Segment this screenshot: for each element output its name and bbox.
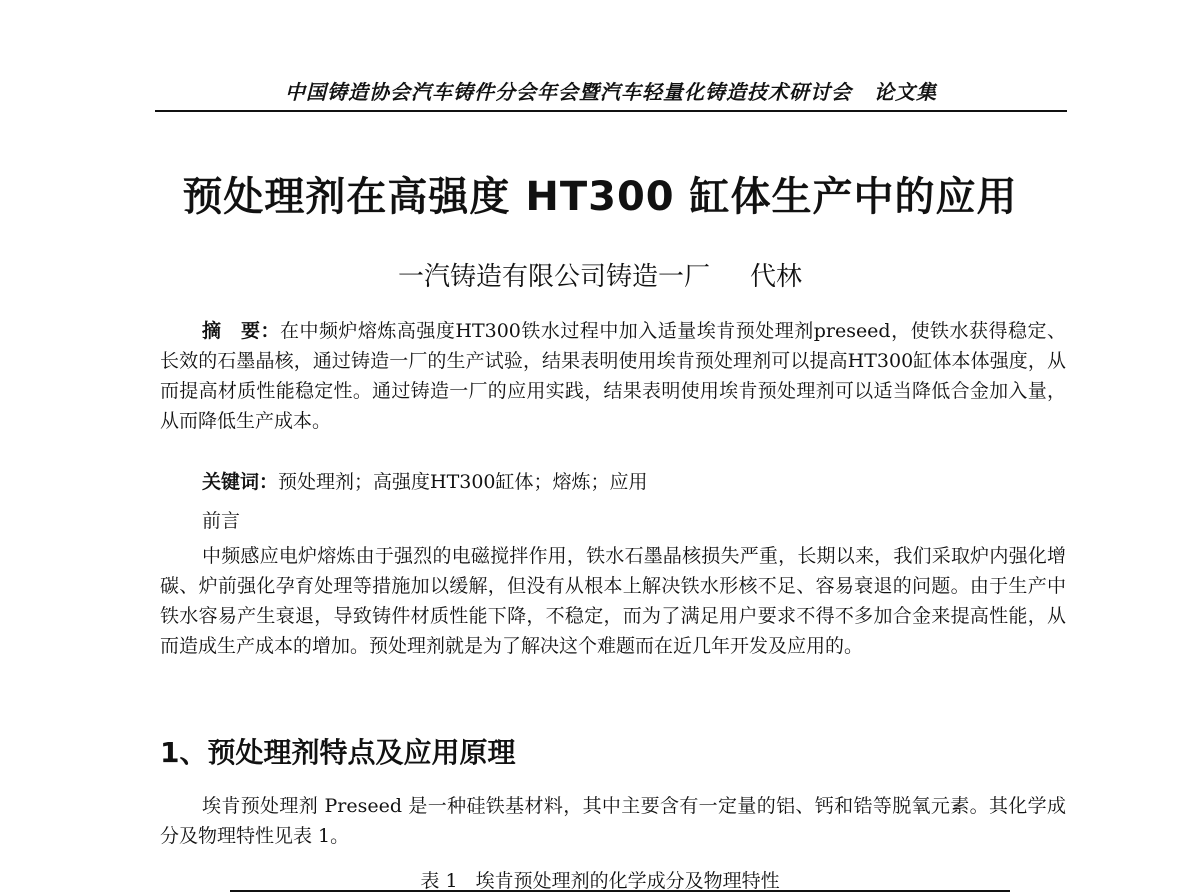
abstract: [160, 316, 1066, 436]
byline: [0, 256, 1200, 293]
keywords: [160, 467, 1066, 497]
abstract-label: 摘 要：: [202, 320, 280, 342]
table-1-title: 埃肯预处理剂的化学成分及物理特性: [475, 870, 780, 892]
preface-heading: 前言: [202, 510, 241, 532]
section-1-paragraph: 埃肯预处理剂 Preseed 是一种硅铁基材料，其中主要含有一定量的铝、钙和锆等脱氧元素。其化学成分及物理特性见表 1。: [160, 795, 1066, 847]
section-1-heading: 1、预处理剂特点及应用原理: [160, 736, 516, 769]
table-1-caption: [0, 866, 1200, 893]
affiliation: 一汽铸造有限公司铸造一厂: [397, 262, 710, 292]
preface-paragraph: 中频感应电炉熔炼由于强烈的电磁搅拌作用，铁水石墨晶核损失严重，长期以来，我们采取炉内强化增碳、炉前强化孕育处理等措施加以缓解，但没有从根本上解决铁水形核不足、容易衰退的问题。由于生产中铁水容易产生衰退，导致铸件材质性能下降，不稳定，而为了满足用户要求不得不多加合金来提高性能，从而造成生产成本的增加。预处理剂就是为了解决这个难题而在近几年开发及应用的。: [160, 545, 1066, 657]
keywords-label: 关键词：: [202, 471, 279, 493]
header-rule: [155, 110, 1067, 112]
abstract-text: 在中频炉熔炼高强度HT300铁水过程中加入适量埃肯预处理剂preseed，使铁水获得稳定、长效的石墨晶核，通过铸造一厂的生产试验，结果表明使用埃肯预处理剂可以提高HT300缸体本体强度，从而提高材质性能稳定性。通过铸造一厂的应用实践，结果表明使用埃肯预处理剂可以适当降低合金加入量，从而降低生产成本。: [160, 320, 1066, 432]
journal-name: 中国铸造协会汽车铸件分会年会暨汽车轻量化铸造技术研讨会: [285, 80, 852, 104]
table-top-rule: [230, 890, 1010, 892]
paper-title: 预处理剂在高强度 HT300 缸体生产中的应用: [182, 174, 1018, 220]
volume-name: 论文集: [874, 80, 937, 104]
table-1-label: 表 1: [420, 870, 458, 892]
keywords-text: 预处理剂；高强度HT300缸体；熔炼；应用: [278, 471, 648, 493]
running-header: [155, 76, 1067, 105]
author: 代林: [750, 262, 803, 292]
